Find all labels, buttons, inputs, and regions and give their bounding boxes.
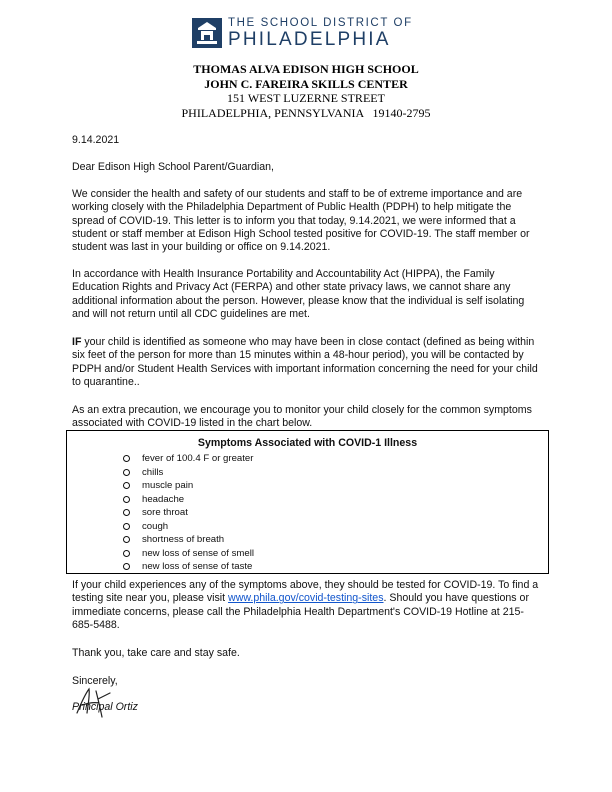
circle-bullet-icon [123,469,130,476]
symptom-item: muscle pain [123,479,254,493]
paragraph-privacy [72,268,542,321]
paragraph-close-contact [72,336,542,389]
paragraph-privacy-text: In accordance with Health Insurance Portability and Accountability Act (HIPPA), the Family Education Rights and Privacy Act (FERPA) and other state privacy laws, we cannot share any additional information about the person. However, please know that the individual is self isolating and will not return until all CDC guidelines are met. [72,268,525,320]
circle-bullet-icon [123,536,130,543]
symptom-item: new loss of sense of taste [123,560,254,574]
circle-bullet-icon [123,509,130,516]
logo-line2: PHILADELPHIA [228,29,391,50]
paragraph-testing-text-2: . Should you have questions or immediate concerns, please call the Philadelphia Health Department's COVID-19 Hotline at 215-685-5488. [72,592,529,631]
paragraph-close-contact-text: your child is identified as someone who may have been in close contact (defined as being within six feet of the person for more than 15 minutes within a 48-hour period), you will be contacted by PDPH and/or Student Health Services with important information concerning the need for your child to quarantine.. [72,336,538,388]
symptom-item: fever of 100.4 F or greater [123,452,254,466]
salutation: Dear Edison High School Parent/Guardian, [72,161,274,173]
symptoms-title: Symptoms Associated with COVID-1 Illness [197,437,418,449]
city-address: PHILADELPHIA, PENNSYLVANIA 19140-2795 [181,105,431,120]
circle-bullet-icon [123,482,130,489]
school-name: THOMAS ALVA EDISON HIGH SCHOOL [193,62,419,76]
paragraph-notice-text: We consider the health and safety of our students and staff to be of extreme importance and are working closely with the Philadelphia Department of Public Health (PDPH) to help mitigate the spread of COVID-19. This letter is to inform you that today, 9.14.2021, we were informed that a student or staff member at Edison High School tested positive for COVID-19. The staff member or student was last in your building or office on 9.14.2021. [72,188,530,254]
symptom-item: headache [123,493,254,507]
circle-bullet-icon [123,563,130,570]
paragraph-testing [72,579,542,632]
liberty-bell-icon [192,18,222,48]
district-logo [192,16,412,50]
letter-date: 9.14.2021 [72,134,120,146]
symptom-item: new loss of sense of smell [123,547,254,561]
circle-bullet-icon [123,550,130,557]
symptom-item: shortness of breath [123,533,254,547]
symptom-item: cough [123,520,254,534]
symptoms-table [66,430,549,574]
circle-bullet-icon [123,455,130,462]
circle-bullet-icon [123,523,130,530]
paragraph-precaution [72,404,542,431]
closing-thanks: Thank you, take care and stay safe. [72,647,240,659]
circle-bullet-icon [123,496,130,503]
school-address-block [0,62,612,120]
testing-sites-link[interactable]: www.phila.gov/covid-testing-sites [228,592,384,605]
paragraph-precaution-text: As an extra precaution, we encourage you to monitor your child closely for the common symptoms associated with COVID-19 listed in the chart below. [72,404,532,430]
signoff: Sincerely, [72,675,118,687]
symptoms-list [123,452,254,574]
symptom-item: chills [123,466,254,480]
paragraph-notice [72,188,542,254]
symptom-item: sore throat [123,506,254,520]
signer-name: Principal Ortiz [72,701,138,713]
center-name: JOHN C. FAREIRA SKILLS CENTER [204,76,408,91]
logo-line1: THE SCHOOL DISTRICT OF [228,17,413,29]
if-emphasis: IF [72,336,82,348]
street-address: 151 WEST LUZERNE STREET [227,91,385,105]
paragraph-testing-text: If your child experiences any of the symptoms above, they should be tested for COVID-19. To find a testing site near you, please visit [72,579,539,605]
